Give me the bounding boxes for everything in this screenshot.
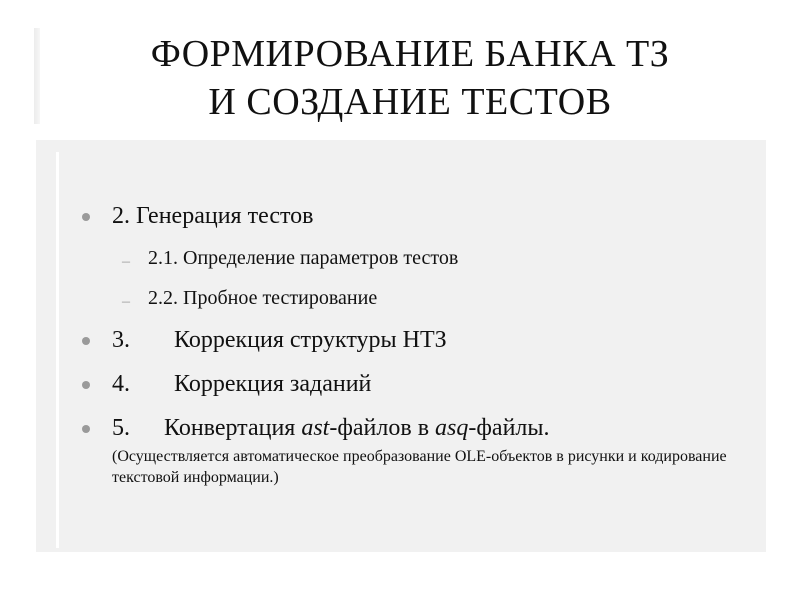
title-line-2: И СОЗДАНИЕ ТЕСТОВ [208,81,612,123]
list-item-text-part: -файлы. [468,415,550,441]
conversion-note: (Осуществляется автоматическое преобразование OLE-объектов в рисунки и кодирование текстовой информации.) [112,448,727,486]
italic-ast: ast [301,415,330,441]
bullet-icon [82,425,90,433]
list-item-structure-correction [80,324,760,356]
list-item-number: 4. [112,371,130,397]
dash-icon: – [122,293,130,310]
list-item-task-correction [80,368,760,400]
bullet-list [80,200,760,488]
bullet-icon [82,337,90,345]
sub-item-text: 2.1. Определение параметров тестов [148,247,459,269]
list-item-number: 3. [112,327,130,353]
bullet-icon [82,213,90,221]
italic-asq: asq [435,415,469,441]
list-item-number: 5. [112,415,130,441]
list-item-text: 2. Генерация тестов [112,203,314,229]
title-line-1: ФОРМИРОВАНИЕ БАНКА ТЗ [150,33,670,75]
dash-icon: – [122,253,130,270]
sub-item-trial-testing [80,284,760,312]
slide-title [40,30,780,126]
sub-item-text: 2.2. Пробное тестирование [148,287,378,309]
sub-item-parameters [80,244,760,272]
list-item-text-part: Конвертация [164,415,302,441]
panel-left-rule [56,152,59,548]
list-item-generation [80,200,760,232]
bullet-icon [82,381,90,389]
list-item-text-part: -файлов в [329,415,436,441]
list-item-text: Коррекция заданий [174,371,372,397]
list-item-text: Коррекция структуры НТЗ [174,327,447,353]
list-item-conversion [80,412,760,444]
